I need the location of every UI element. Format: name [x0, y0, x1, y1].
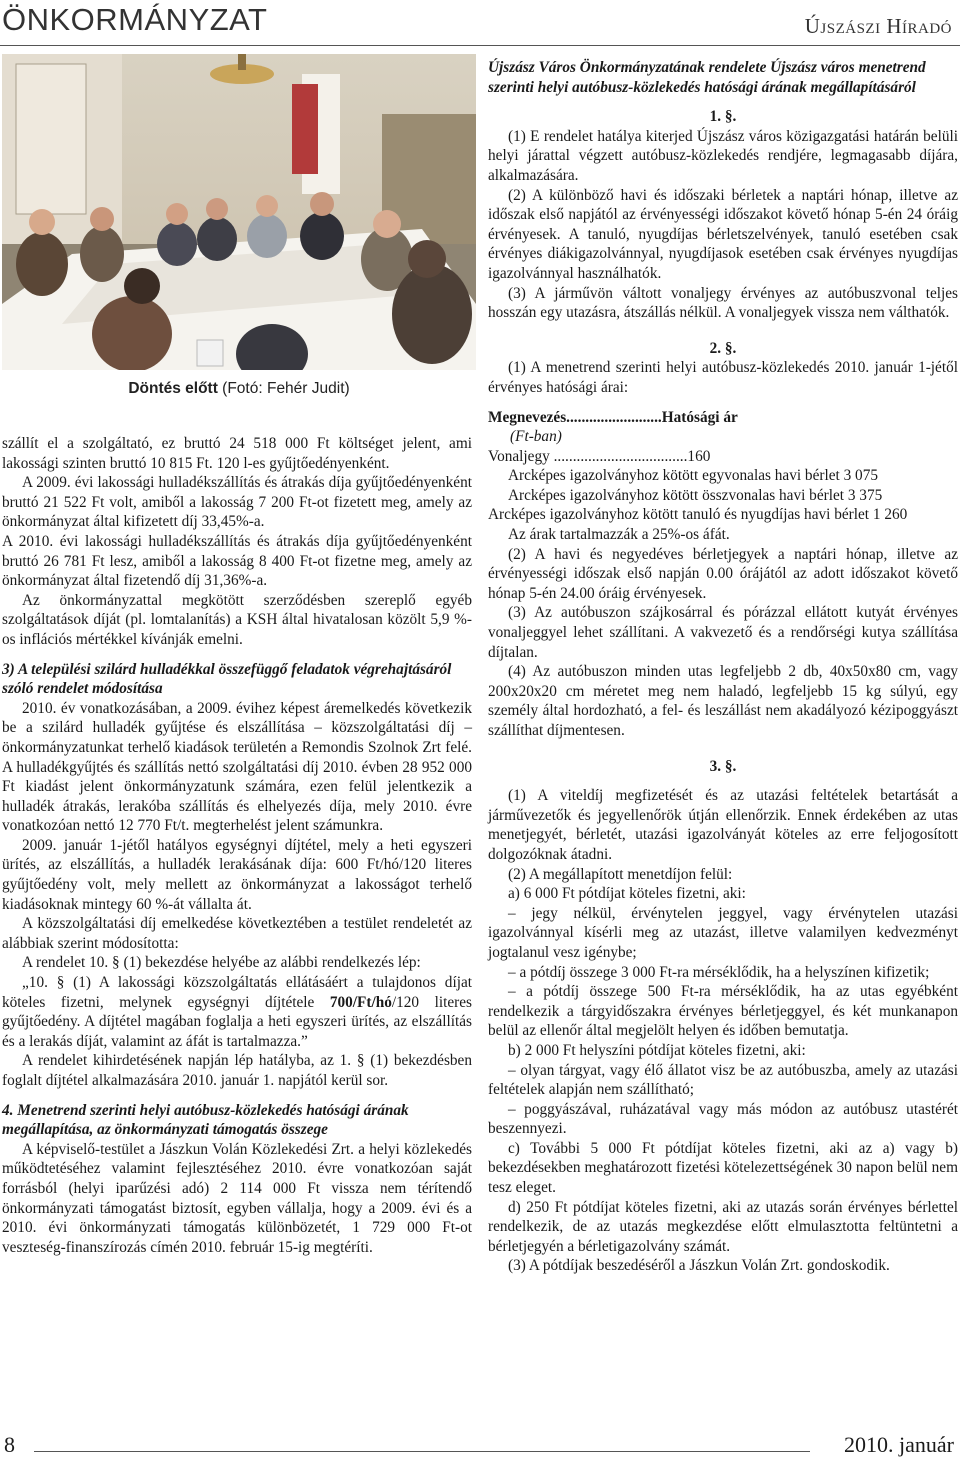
paragraph: (1) A viteldíj megfizetését és az utazási feltételek betartását a járművezetők és jegyellenőrök útján ellenőrzik. Ennek érdekében az utas menetjegyét, bérletét, utazási igazolványát köteles az erre feljogosított dolgozóknak átadni.	[488, 787, 958, 863]
paragraph: – a pótdíj összege 3 000 Ft-ra mérséklődik, ha a helyszínen kifizetik;	[508, 963, 930, 981]
price-unit: (Ft-ban)	[510, 428, 562, 446]
section-number: 3. §.	[709, 757, 737, 775]
section-heading-4: 4. Menetrend szerinti helyi autóbusz-közlekedés hatósági árának megállapítása, az önkormányzati támogatás összege	[2, 1101, 409, 1139]
header-rule	[0, 45, 960, 46]
paragraph: Az önkormányzattal megkötött szerződésben szereplő egyéb szolgáltatások díját (pl. lomtalanítás) a KSH által hivatalosan közölt 5,9 %-os inflációs mértékkel kívánják emelni.	[2, 591, 472, 648]
text: „10. § (1) A lakossági közszolgáltatás ellátásáért a tulajdonos díjat köteles fizetni, melynek egységnyi díjtétele	[2, 974, 472, 1011]
issue-date: 2010. január	[844, 1432, 954, 1457]
paragraph: (4) Az autóbuszon minden utas legfeljebb 2 db, 40x50x80 cm, vagy 200x20x20 cm méretet meg nem haladó, legfeljebb 15 kg súlyú, egy személy által hordozható, a fel- és leszállást nem akadályozó kézipoggyászt szállíthat díjmentesen.	[488, 663, 958, 739]
paragraph: – olyan tárgyat, vagy élő állatot visz be az autóbuszba, amely az utazási feltételek alapján nem szállítható;	[488, 1061, 958, 1099]
text: /120 literes gyűjtőedény. A díjtétel magában foglalja a heti egyszeri ürítés, az elszállítás és a lerakás díját, valamint az áfát is tartalmazza.”	[2, 993, 472, 1050]
fee-value: 700/Ft/hó	[329, 993, 392, 1011]
section-number: 2. §.	[709, 339, 737, 357]
paragraph: – jegy nélkül, érvénytelen jeggyel, vagy érvénytelen utazási igazolvánnyal kísérli meg az utazást, illetve valamilyen kedvezményt jogtalanul vesz igénybe;	[488, 904, 958, 961]
paragraph: (3) A járművön váltott vonaljegy érvényes az autóbuszvonal teljes hosszán egy utazásra, átszállás nélkül. A vonaljegyek vissza nem válthatók.	[488, 284, 958, 322]
paragraph: A képviselő-testület a Jászkun Volán Közlekedési Zrt. a helyi közlekedés működtetéséhez valamint fejlesztéséhez 2010. évre vonatkozóan saját forrásból (helyi iparűzési adó) 2 114 000 Ft vissza nem térítendő önkormányzati támogatást biztosít, egyben vállalja, hogy a 2009. évi és a 2010. évi önkormányzati támogatás különbözetét, 1 729 000 Ft-ot veszteség-finanszírozás címén 2010. február 15-ig megtéríti.	[2, 1140, 472, 1256]
price-table-header: Megnevezés.........................Hatósági ár	[488, 408, 738, 426]
caption-credit: (Fotó: Fehér Judit)	[217, 380, 350, 397]
meeting-photo	[2, 54, 476, 370]
section-title: ÖNKORMÁNYZAT	[2, 2, 268, 37]
paragraph: 2009. január 1-jétől hatályos egységnyi díjtétel, mely a heti egyszeri ürítés, az elszállítás, a hulladék lerakásának díja: 600 Ft/hó/120 literes gyűjtőedény volt, mely mellett az önkormányzat a lakosságot terhelő kiadásoknak mintegy 60 %-át vállalta át.	[2, 836, 472, 913]
paragraph: (1) A menetrend szerinti helyi autóbusz-közlekedés 2010. január 1-jétől érvényes hatósági árai:	[488, 359, 958, 396]
paragraph: (3) A pótdíjak beszedéséről a Jászkun Volán Zrt. gondoskodik.	[508, 1257, 890, 1275]
section-number: 1. §.	[709, 108, 737, 126]
paragraph: Az árak tartalmazzák a 25%-os áfát.	[508, 526, 730, 544]
paragraph: 2010. év vonatkozásában, a 2009. évihez képest áremelkedés következik be a szilárd hulladék gyűjtése és elszállítása – közszolgáltatási díj – önkormányzatunkat terhelő kiadások területén a Remondis Szolnok Zrt felé. A hulladékgyűjtés és szállítás nettó szolgáltatási díj 2010. évben 28 952 000 Ft kiadást jelent önkormányzatunk számára, ezen felül jelentkezik a hulladék átrakás, lerakóba szállítás és elhelyezés díja, mely 2010. évre vonatkozóan nettó 12 770 Ft/t. megterhelést jelent számunkra.	[2, 699, 472, 835]
paragraph: A rendelet kihirdetésének napján lép hatályba, az 1. § (1) bekezdésben foglalt díjtétel alkalmazására 2010. január 1. napjától kerül sor.	[2, 1052, 472, 1089]
publication-title: Újszászi Híradó	[804, 14, 952, 38]
paragraph: A 2010. évi lakossági hulladékszállítás és átrakás díja gyűjtőedényenként bruttó 26 781 Ft lesz, amiből a lakosság 8 400 Ft-ot fizetne meg, amely az önkormányzat által fizetendő díj 31,36%-a.	[2, 532, 472, 590]
paragraph: b) 2 000 Ft helyszíni pótdíjat köteles fizetni, aki:	[508, 1041, 806, 1059]
price-row: Arcképes igazolványhoz kötött tanuló és nyugdíjas havi bérlet 1 260	[488, 506, 908, 524]
page-number: 8	[4, 1432, 15, 1457]
paragraph: A rendelet 10. § (1) bekezdése helyébe az alábbi rendelkezés lép:	[22, 954, 421, 972]
paragraph	[2, 973, 472, 1051]
section-heading-3: 3) A települési szilárd hulladékkal összefüggő feladatok végrehajtásáról szóló rendelet módosítása	[2, 660, 452, 698]
paragraph: A 2009. évi lakossági hulladékszállítás és átrakás díja gyűjtőedényenként bruttó 21 522 Ft volt, amiből a lakosság 7 200 Ft-ot fizetett meg, amely az önkormányzat által kifizetett díj 33,45%-a.	[2, 474, 472, 531]
paragraph: d) 250 Ft pótdíjat köteles fizetni, aki az utazás során érvényes bérlettel rendelkezik, de az utazás megkezdése előtt elmulasztotta feltüntetni a bérletjegyén a bérletigazolvány számát.	[488, 1198, 958, 1255]
paragraph: – a pótdíj összege 500 Ft-ra mérséklődik, ha az utas egyébként rendelkezik a tárgyidőszakra érvényes bérletjeggyel, és két munkanapon belül az ellenőr által megjelölt helyen és időben bemutatja.	[488, 983, 958, 1040]
price-row: Arcképes igazolványhoz kötött egyvonalas havi bérlet 3 075	[508, 467, 878, 485]
paragraph: a) 6 000 Ft pótdíjat köteles fizetni, aki:	[508, 885, 746, 903]
price-row: Vonaljegy ...................................160	[488, 447, 711, 465]
price-row: Arcképes igazolványhoz kötött összvonalas havi bérlet 3 375	[508, 486, 883, 504]
paragraph: (2) A különböző havi és időszaki bérletek a naptári hónap, illetve az időszak első napjától az érvényességi időszakot követő hónap 5-én 24 óráig érvényesek. A tanuló, nyugdíjas bérletszelvények, tanuló esetében csak érvényes diákigazolvánnyal, nyugdíjasok esetében csak érvényes nyugdíjas igazolvánnyal használhatók.	[488, 186, 958, 282]
decree-title: Újszász Város Önkormányzatának rendelete Újszász város menetrend szerinti helyi autóbusz-közlekedés hatósági árának megállapításáról	[488, 59, 926, 96]
paragraph: c) További 5 000 Ft pótdíjat köteles fizetni, aki az a) vagy b) bekezdésekben meghatározott fizetési kötelezettségének 30 napon belül nem tesz eleget.	[488, 1139, 958, 1197]
photo-caption	[0, 380, 478, 398]
paragraph: (3) Az autóbuszon szájkosárral és pórázzal ellátott kutyát érvényes vonaljeggyel lehet szállítani. A vakvezető és a rendőrségi kutya szállítása díjtalan.	[488, 604, 958, 661]
paragraph: (2) A havi és negyedéves bérletjegyek a naptári hónap, illetve az érvényességi időszak első napján 0.00 órájától az adott időszakot követő hónap 5-én 24.00 óráig érvényesek.	[488, 545, 958, 602]
caption-title: Döntés előtt	[128, 380, 218, 397]
paragraph: A közszolgáltatási díj emelkedése következtében a testület rendeletét az alábbiak szerint módosította:	[2, 915, 472, 952]
left-column	[2, 434, 472, 1257]
right-column	[488, 58, 958, 1276]
paragraph: – poggyászával, ruházatával vagy más módon az autóbusz utastérét beszennyezi.	[488, 1100, 958, 1138]
paragraph: (1) E rendelet hatálya kiterjed Újszász város közigazgatási határán belüli helyi járattal végzett autóbusz-közlekedés rendjére, legmagasabb díjára, alkalmazására.	[488, 127, 958, 184]
paragraph: szállít el a szolgáltató, ez bruttó 24 518 000 Ft költséget jelent, ami lakossági szinten bruttó 10 815 Ft. 120 l-es gyűjtőedényenként.	[2, 435, 472, 472]
footer-rule	[34, 1451, 810, 1452]
paragraph: (2) A megállapított menetdíjon felül:	[508, 865, 733, 883]
